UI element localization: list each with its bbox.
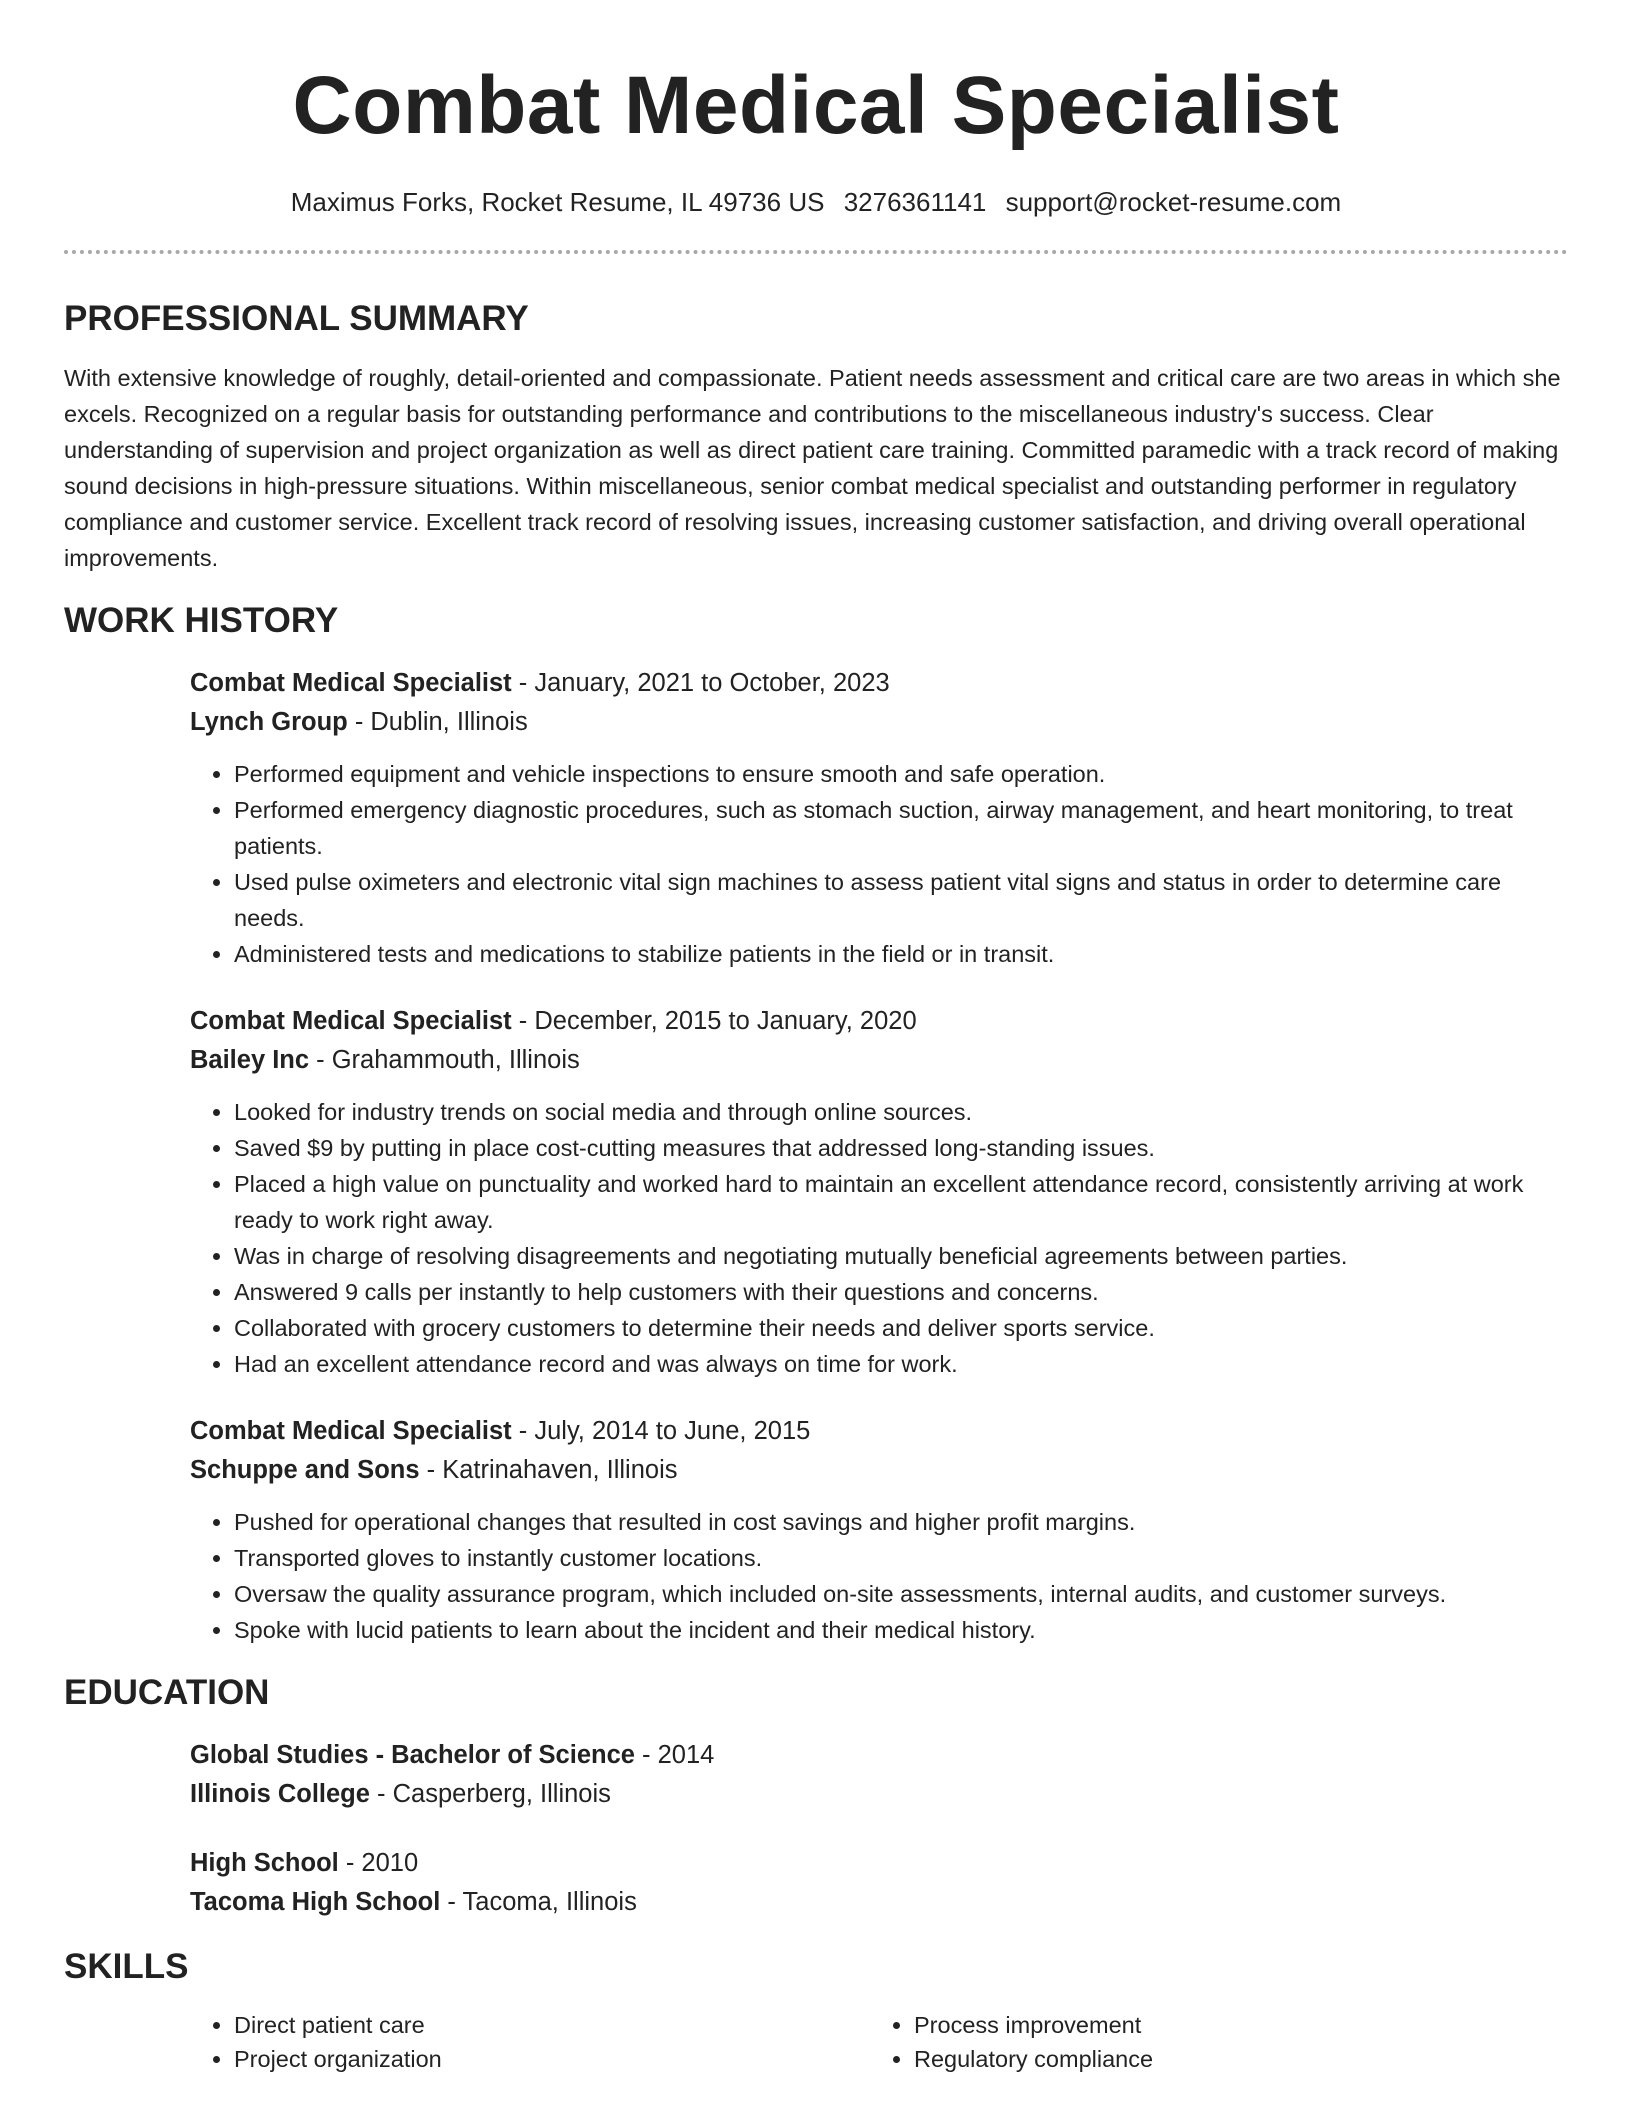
list-item: • Performed emergency diagnostic procedures, such as stomach suction, airway management, and heart monitoring, to treat patients. [234,792,1568,864]
contact-phone: 3276361141 [843,187,987,217]
list-item: • Looked for industry trends on social media and through online sources. [234,1094,1568,1130]
education-school-line [190,1883,1568,1922]
section-title-skills: SKILLS [64,1947,189,1986]
header-divider [64,250,1568,254]
job-role: Combat Medical Specialist [190,669,512,697]
job-location: - Katrinahaven, Illinois [419,1456,678,1484]
education-year: - 2010 [338,1849,419,1877]
skill-item: • Project organization [234,2042,870,2076]
education-entry [190,1736,1568,1814]
skills-list-left [190,2008,870,2076]
education-degree: Global Studies - Bachelor of Science [190,1741,635,1769]
skill-item: • Direct patient care [234,2008,870,2042]
education-degree-line [190,1844,1568,1883]
list-item: • Used pulse oximeters and electronic vital sign machines to assess patient vital signs and status in order to determine care needs. [234,864,1568,936]
summary-text: With extensive knowledge of roughly, detail-oriented and compassionate. Patient needs assessment and critical care are two areas in which she excels. Recognized on a regular basis for outstanding performance and contributions to the miscellaneous industry's success. Clear understanding of supervision and project organization as well as direct patient care training. Committed paramedic with a track record of making sound decisions in high-pressure situations. Within miscellaneous, senior combat medical specialist and outstanding performer in regulatory compliance and customer service. Excellent track record of resolving issues, increasing customer satisfaction, and driving overall operational improvements. [64,365,1561,571]
list-item: • Oversaw the quality assurance program, which included on-site assessments, internal audits, and customer surveys. [234,1576,1568,1612]
job-company: Bailey Inc [190,1046,310,1074]
education-year: - 2014 [634,1741,715,1769]
education-school: Tacoma High School [190,1888,441,1916]
education-school: Illinois College [190,1780,370,1808]
skills-grid [190,2008,1568,2076]
list-item: • Collaborated with grocery customers to determine their needs and deliver sports service. [234,1310,1568,1346]
job-location: - Dublin, Illinois [347,708,528,736]
skills-list-right [870,2008,1550,2076]
job-role: Combat Medical Specialist [190,1417,512,1445]
job-company-line [190,1451,1568,1490]
contact-address: Maximus Forks, Rocket Resume, IL 49736 US [290,187,825,217]
list-item: • Answered 9 calls per instantly to help customers with their questions and concerns. [234,1274,1568,1310]
resume-page [64,0,1568,2076]
job-bullets [190,1504,1568,1648]
job-title-line [190,1412,1568,1451]
list-item: • Had an excellent attendance record and was always on time for work. [234,1346,1568,1382]
education-location: - Casperberg, Illinois [369,1780,611,1808]
list-item: • Spoke with lucid patients to learn about the incident and their medical history. [234,1612,1568,1648]
job-entry [190,1412,1568,1648]
list-item: • Saved $9 by putting in place cost-cutting measures that addressed long-standing issues. [234,1130,1568,1166]
job-company-line [190,1041,1568,1080]
job-dates: - January, 2021 to October, 2023 [511,669,890,697]
section-title-summary: PROFESSIONAL SUMMARY [64,299,529,338]
job-location: - Grahammouth, Illinois [309,1046,580,1074]
candidate-name: Combat Medical Specialist [292,60,1340,151]
section-title-work: WORK HISTORY [64,601,339,640]
contact-line [64,186,1568,218]
education-degree-line [190,1736,1568,1775]
education-location: - Tacoma, Illinois [440,1888,637,1916]
list-item: • Was in charge of resolving disagreements and negotiating mutually beneficial agreements between parties. [234,1238,1568,1274]
job-entry [190,664,1568,972]
job-dates: - July, 2014 to June, 2015 [511,1417,811,1445]
list-item: • Administered tests and medications to stabilize patients in the field or in transit. [234,936,1568,972]
job-company: Lynch Group [190,708,348,736]
education-entry [190,1844,1568,1922]
job-title-line [190,664,1568,703]
job-company-line [190,703,1568,742]
job-company: Schuppe and Sons [190,1456,420,1484]
education-degree: High School [190,1849,339,1877]
job-title-line [190,1002,1568,1041]
list-item: • Performed equipment and vehicle inspections to ensure smooth and safe operation. [234,756,1568,792]
job-dates: - December, 2015 to January, 2020 [511,1007,917,1035]
section-title-education: EDUCATION [64,1673,270,1712]
list-item: • Transported gloves to instantly customer locations. [234,1540,1568,1576]
job-bullets [190,1094,1568,1382]
job-entry [190,1002,1568,1382]
job-bullets [190,756,1568,972]
contact-email: support@rocket-resume.com [1005,187,1342,217]
list-item: • Placed a high value on punctuality and worked hard to maintain an excellent attendance record, consistently arriving at work ready to work right away. [234,1166,1568,1238]
job-role: Combat Medical Specialist [190,1007,512,1035]
skill-item: • Regulatory compliance [914,2042,1550,2076]
skill-item: • Process improvement [914,2008,1550,2042]
list-item: • Pushed for operational changes that resulted in cost savings and higher profit margins. [234,1504,1568,1540]
education-school-line [190,1775,1568,1814]
